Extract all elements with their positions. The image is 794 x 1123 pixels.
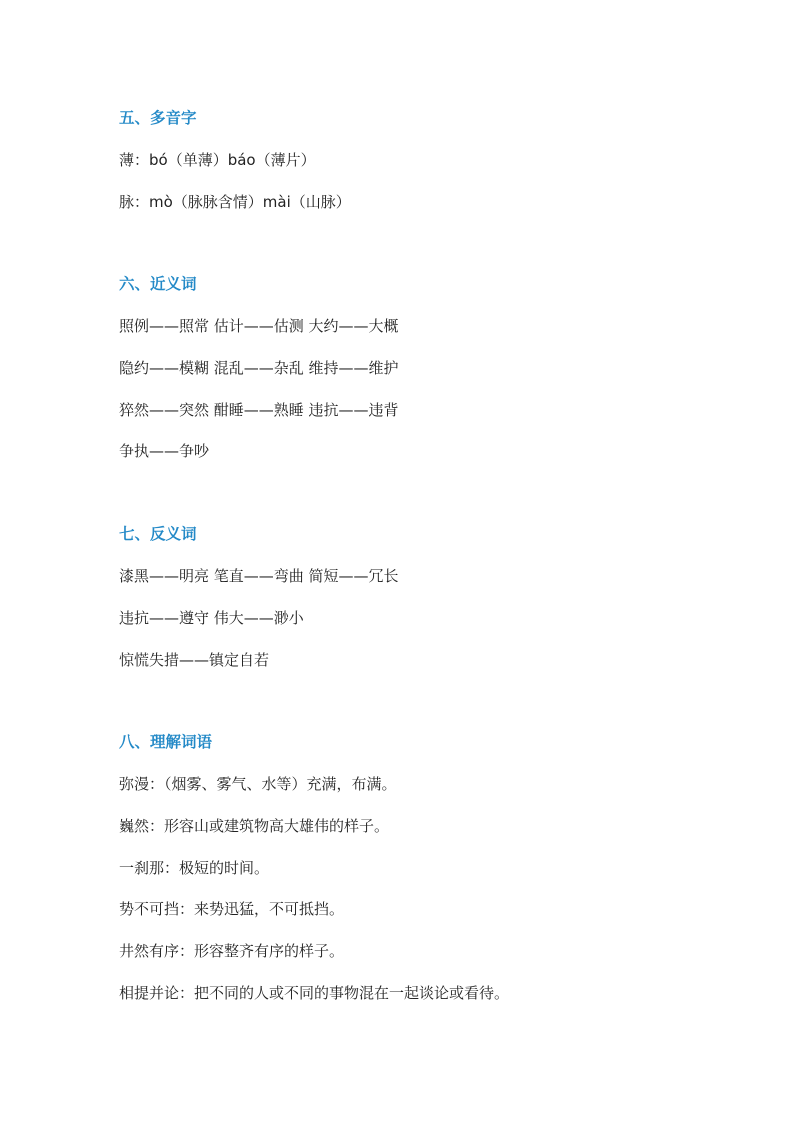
section-heading-antonyms: 七、反义词 bbox=[119, 525, 197, 543]
antonym-line-1: 漆黑——明亮 笔直——弯曲 简短——冗长 bbox=[119, 567, 399, 585]
synonym-line-1: 照例——照常 估计——估测 大约——大概 bbox=[119, 317, 399, 335]
synonym-line-3: 猝然——突然 酣睡——熟睡 违抗——违背 bbox=[119, 401, 399, 419]
section-heading-vocabulary: 八、理解词语 bbox=[119, 733, 213, 751]
section-heading-synonyms: 六、近义词 bbox=[119, 275, 197, 293]
section-heading-polyphonic: 五、多音字 bbox=[119, 109, 197, 127]
synonym-line-2: 隐约——模糊 混乱——杂乱 维持——维护 bbox=[119, 359, 399, 377]
vocabulary-line-6: 相提并论：把不同的人或不同的事物混在一起谈论或看待。 bbox=[119, 984, 510, 1002]
vocabulary-line-5: 井然有序：形容整齐有序的样子。 bbox=[119, 942, 345, 960]
vocabulary-line-4: 势不可挡：来势迅猛，不可抵挡。 bbox=[119, 900, 345, 918]
vocabulary-line-3: 一刹那：极短的时间。 bbox=[119, 859, 270, 877]
antonym-line-3: 惊慌失措——镇定自若 bbox=[119, 651, 270, 669]
vocabulary-line-2: 巍然：形容山或建筑物高大雄伟的样子。 bbox=[119, 817, 390, 835]
antonym-line-2: 违抗——遵守 伟大——渺小 bbox=[119, 609, 304, 627]
vocabulary-line-1: 弥漫：（烟雾、雾气、水等）充满，布满。 bbox=[119, 775, 397, 793]
synonym-line-4: 争执——争吵 bbox=[119, 442, 210, 460]
polyphonic-line-2: 脉：mò（脉脉含情）mài（山脉） bbox=[119, 193, 351, 211]
polyphonic-line-1: 薄：bó（单薄）báo（薄片） bbox=[119, 151, 316, 169]
